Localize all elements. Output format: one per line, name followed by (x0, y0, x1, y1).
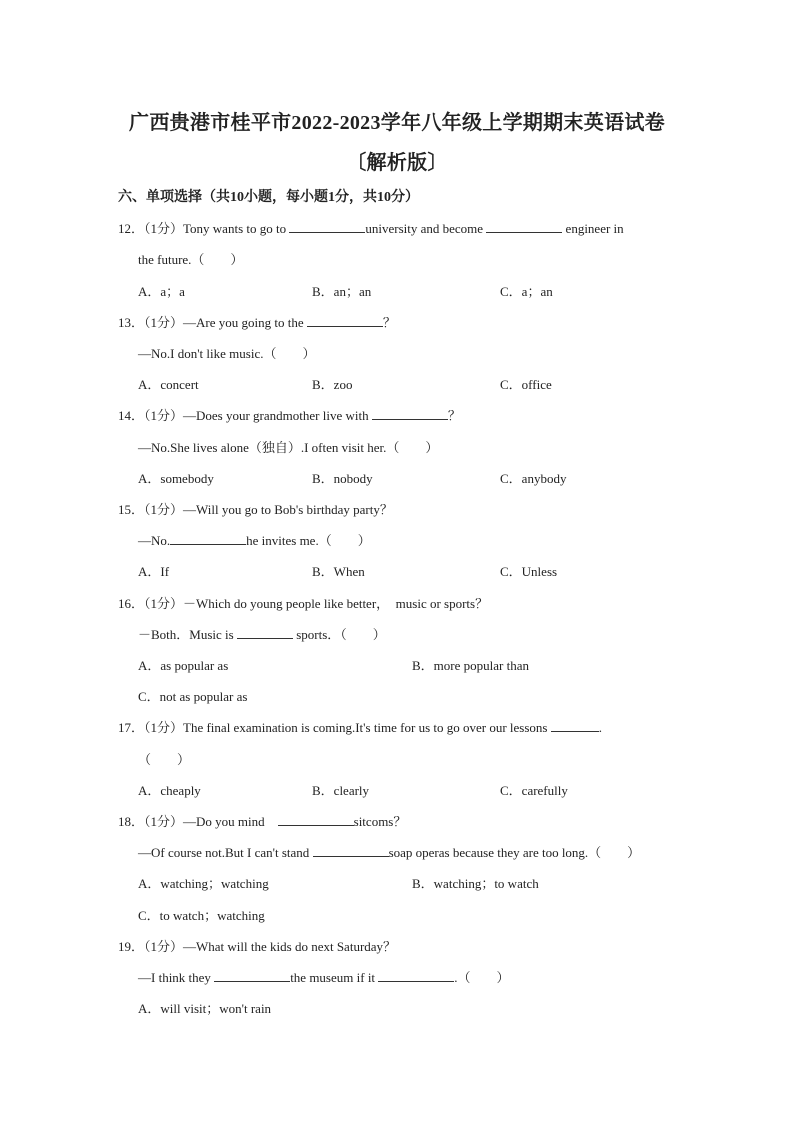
option-c[interactable]: C．Unless (500, 564, 558, 579)
question-text: —What will the kids do next Saturday？ (183, 939, 397, 954)
question-number: 18．（1分） (118, 814, 184, 829)
answer-blank[interactable] (378, 969, 454, 982)
question-text: —I think they (138, 970, 215, 985)
page-subtitle: 〔解析版〕 (346, 152, 448, 174)
question-19-reply (138, 967, 510, 986)
answer-blank[interactable] (551, 719, 599, 732)
option-a[interactable]: A．concert (138, 377, 199, 392)
option-c[interactable]: C．not as popular as (138, 689, 248, 704)
question-13 (118, 312, 396, 331)
question-text: university and become (365, 221, 487, 236)
question-18 (118, 811, 406, 830)
question-text: ？ (447, 408, 461, 423)
question-number: 12．（1分） (118, 221, 184, 236)
question-text: the museum if it (290, 970, 379, 985)
question-text: .（ ） (454, 970, 510, 985)
question-text: —Do you mind (183, 814, 278, 829)
question-text: sports．（ ） (292, 627, 386, 642)
option-a[interactable]: A．cheaply (138, 783, 201, 798)
option-c[interactable]: C．a；an (500, 284, 553, 299)
question-14 (118, 405, 461, 424)
option-b[interactable]: B．nobody (312, 471, 373, 486)
option-c[interactable]: C．carefully (500, 783, 568, 798)
question-text: —Of course not.But I can't stand (138, 845, 313, 860)
question-text: sitcoms？ (353, 814, 407, 829)
option-a[interactable]: A．will visit；won't rain (138, 1001, 272, 1016)
question-15-reply (138, 530, 371, 549)
option-a[interactable]: A．somebody (138, 471, 214, 486)
answer-blank[interactable] (214, 969, 290, 982)
question-text: —Are you going to the (183, 315, 307, 330)
question-16-reply (138, 624, 386, 643)
answer-blank[interactable] (278, 813, 354, 826)
question-text: －Which do young people like better， music or sports？ (183, 596, 489, 611)
question-number: 13．（1分） (118, 315, 184, 330)
section-header: 六、单项选择（共10小题，每小题1分，共10分） (118, 190, 419, 205)
question-19 (118, 936, 396, 955)
question-number: 17．（1分） (118, 720, 184, 735)
option-c[interactable]: C．office (500, 377, 552, 392)
option-b[interactable]: B．an；an (312, 284, 372, 299)
answer-blank[interactable] (372, 407, 448, 420)
question-text: ？ (382, 315, 396, 330)
question-number: 16．（1分） (118, 596, 184, 611)
question-text: —No. (138, 533, 171, 548)
question-text: soap operas because they are too long.（ ） (388, 845, 641, 860)
question-text: －Both．Music is (138, 627, 237, 642)
question-text: —Will you go to Bob's birthday party？ (183, 502, 393, 517)
option-c[interactable]: C．to watch；watching (138, 908, 265, 923)
question-text: —Does your grandmother live with (183, 408, 372, 423)
answer-blank[interactable] (307, 314, 383, 327)
page-title: 广西贵港市桂平市2022-2023学年八年级上学期期末英语试卷 (129, 112, 665, 134)
question-12 (118, 218, 624, 237)
question-text: engineer in (562, 221, 624, 236)
option-b[interactable]: B．When (312, 564, 365, 579)
option-b[interactable]: B．more popular than (412, 658, 529, 673)
question-number: 19．（1分） (118, 939, 184, 954)
option-a[interactable]: A．If (138, 564, 170, 579)
answer-blank[interactable] (313, 844, 389, 857)
question-number: 14．（1分） (118, 408, 184, 423)
question-text: he invites me.（ ） (246, 533, 371, 548)
question-text: The final examination is coming.It's time for us to go over our lessons (183, 720, 551, 735)
answer-blank[interactable] (237, 626, 293, 639)
answer-blank[interactable] (170, 532, 246, 545)
option-a[interactable]: A．as popular as (138, 658, 229, 673)
option-b[interactable]: B．clearly (312, 783, 370, 798)
option-a[interactable]: A．a；a (138, 284, 185, 299)
question-number: 15．（1分） (118, 502, 184, 517)
answer-blank[interactable] (486, 220, 562, 233)
answer-blank[interactable] (289, 220, 365, 233)
question-12-continuation: the future.（ ） (138, 252, 244, 267)
question-16 (118, 593, 488, 612)
question-17 (118, 717, 602, 736)
question-17-continuation: （ ） (138, 752, 191, 767)
question-13-reply: —No.I don't like music.（ ） (138, 346, 316, 361)
question-18-reply (138, 842, 640, 861)
option-b[interactable]: B．zoo (312, 377, 353, 392)
question-14-reply: —No.She lives alone（独自）.I often visit her.（ ） (138, 440, 439, 455)
option-c[interactable]: C．anybody (500, 471, 567, 486)
option-a[interactable]: A．watching；watching (138, 876, 269, 891)
question-text: . (598, 720, 602, 735)
question-15 (118, 499, 393, 518)
question-text: Tony wants to go to (183, 221, 290, 236)
option-b[interactable]: B．watching；to watch (412, 876, 539, 891)
